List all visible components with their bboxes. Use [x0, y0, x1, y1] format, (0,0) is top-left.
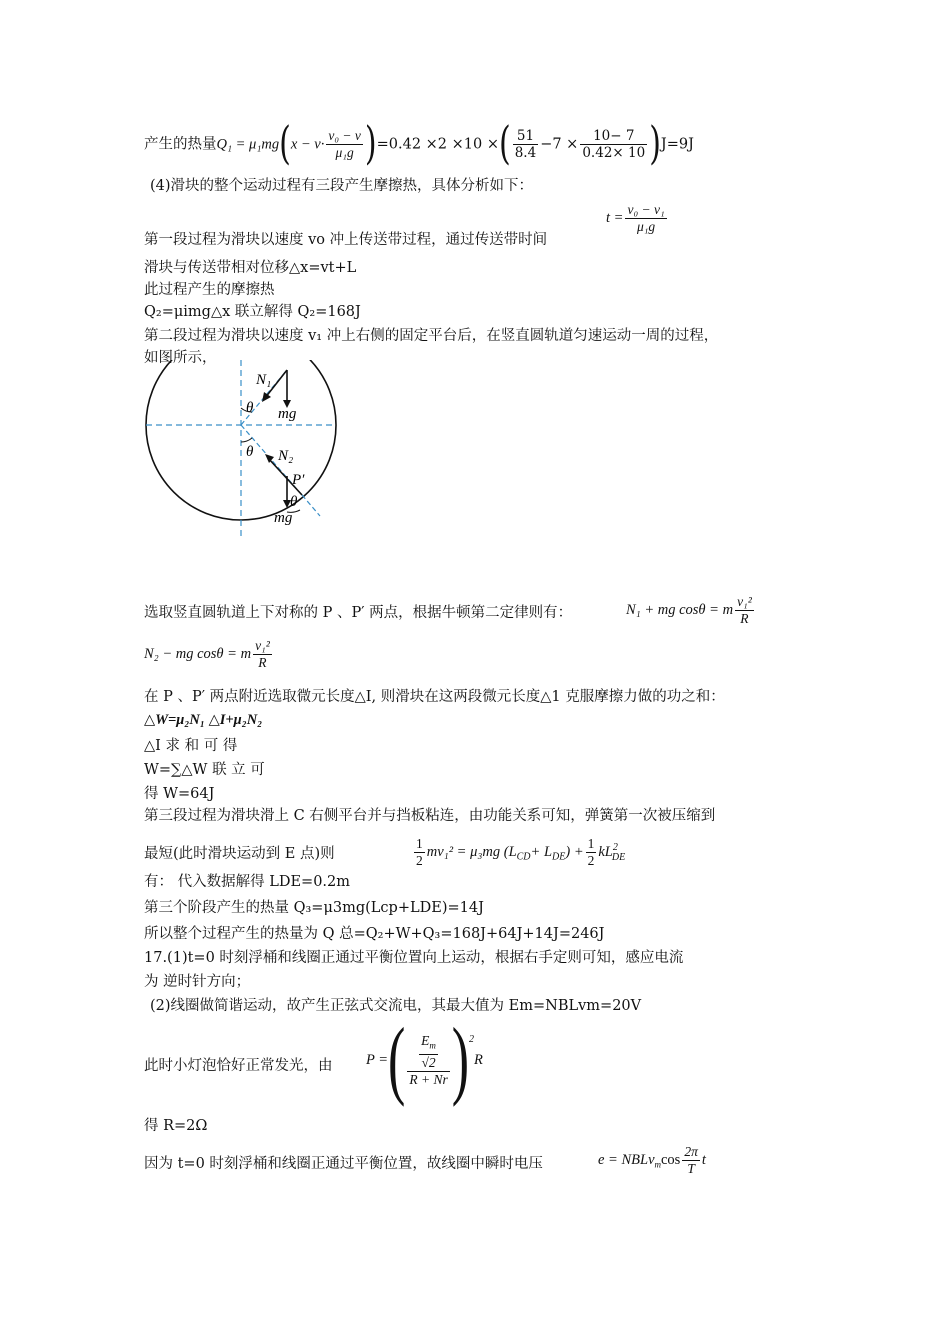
n1-equation: N₁ + mg cosθ = m $\frac{\text{v₁²}}{R}$	[626, 594, 752, 626]
q-total: 所以整个过程产生的热量为 Q 总=Q₂+W+Q₃=168J+64J+14J=246J	[144, 926, 605, 942]
n2-equation: N₂ − mg cosθ = m $\frac{\text{v₁²}}{R}$	[144, 638, 270, 670]
problem17-part1-a: 17.(1)t=0 时刻浮桶和线圈正通过平衡位置向上运动，根据右手定则可知，感应电流	[144, 950, 684, 966]
w-sum-text: W=∑△W 联 立 可	[144, 762, 265, 778]
stage3-text-a: 第三段过程为滑块滑上 C 右侧平台并与挡板粘连，由功能关系可知，弹簧第一次被压缩到	[144, 808, 716, 824]
power-formula: P =( $\frac{\frac{E_m}{√2}}{R + Nr}$ )$^2$R	[366, 1011, 483, 1109]
q1-frac2: $\frac{51}{8.4}$	[514, 128, 537, 161]
stage2-text-b: 如图所示，	[144, 350, 217, 366]
p4-intro: (4)滑块的整个运动过程有三段产生摩擦热，具体分析如下：	[150, 178, 534, 194]
label-theta-3: θ	[290, 494, 298, 510]
q2-result: Q₂=μimg△x 联立解得 Q₂=168J	[144, 304, 361, 320]
lde-result: 有： 代入数据解得 LDE=0.2m	[144, 874, 351, 890]
relative-displacement: 滑块与传送带相对位移△x=vt+L	[144, 260, 357, 276]
energy-equation: $\frac{1}{2}$ mv₁² = μ₃mg $(L_{CD}+ L_{DE})$ + $\frac{1}{2}$ $kL^2_{DE}$	[416, 836, 626, 868]
label-mg-top: mg	[278, 406, 297, 422]
label-n2: N₂	[278, 448, 294, 464]
q1-result: J=9J	[660, 136, 694, 153]
circle-track-figure	[140, 360, 350, 540]
q1-formula: Q₁ = μ₁mg	[216, 136, 280, 153]
q1-frac: $\frac{\text{v₀ − v}}{\text{μ₁g}}$	[328, 128, 361, 160]
t-formula: t = $\frac{\text{v₀ − v₁}}{\text{μ₁g}}$	[606, 202, 665, 234]
label-theta-1: θ	[246, 400, 254, 416]
t0-text: 因为 t=0 时刻浮桶和线圈正通过平衡位置，故线圈中瞬时电压	[144, 1156, 543, 1172]
heat-this-process: 此过程产生的摩擦热	[144, 282, 275, 298]
q1-equals: =0.42 ×2 ×10 ×	[376, 136, 499, 153]
w-result: 得 W=64J	[144, 786, 215, 802]
dl-sum-text: △I 求 和 可 得	[144, 738, 238, 754]
micro-work-equation: △W=μ₂N₁ △I+μ₂N₂	[144, 712, 263, 728]
problem17-part2: (2)线圈做简谐运动，故产生正弦式交流电，其最大值为 Em=NBLvm=20V	[150, 998, 642, 1014]
micro-element-text: 在 P 、P′ 两点附近选取微元长度△I, 则滑块在这两段微元长度△1 克服摩擦力做的功之和：	[144, 689, 725, 705]
choose-points-text: 选取竖直圆轨道上下对称的 P 、P′ 两点，根据牛顿第二定律则有：	[144, 605, 573, 621]
label-theta-2: θ	[246, 444, 254, 460]
lamp-text: 此时小灯泡恰好正常发光，由	[144, 1058, 333, 1074]
label-n1: N₁	[256, 372, 272, 388]
stage2-text-a: 第二段过程为滑块以速度 v₁ 冲上右侧的固定平台后，在竖直圆轨道匀速运动一周的过程，	[144, 328, 719, 344]
q1-frac3: $\frac{10- 7}{0.42\times 10}$	[582, 128, 646, 161]
stage1-text: 第一段过程为滑块以速度 vo 冲上传送带过程，通过传送带时间	[144, 232, 548, 248]
q1-inner: x − v·	[290, 136, 325, 153]
stage3-text-b: 最短(此时滑块运动到 E 点)则	[144, 846, 335, 862]
problem17-part1-b: 为 逆时针方向；	[144, 974, 251, 990]
voltage-formula: e = NBLv$_m$cos $\frac{2\pi}{T}$ t	[598, 1144, 706, 1176]
label-mg-bottom: mg	[274, 510, 293, 526]
q1-line: 产生的热量Q₁ = μ₁mg(x − v· $\frac{\text{v₀ − v}}{\text{μ₁g}}$ )=0.42 ×2 ×10 ×( $\frac{51}{8.4}$ −7 × $\frac{10- 7}{0.42\times 10}$ )J=9J	[144, 117, 694, 170]
r-result: 得 R=2Ω	[144, 1118, 208, 1134]
q1-prefix: 产生的热量	[144, 136, 217, 153]
q3-result: 第三个阶段产生的热量 Q₃=μ3mg(Lcp+LDE)=14J	[144, 900, 484, 916]
label-p-prime: P′	[292, 472, 305, 488]
